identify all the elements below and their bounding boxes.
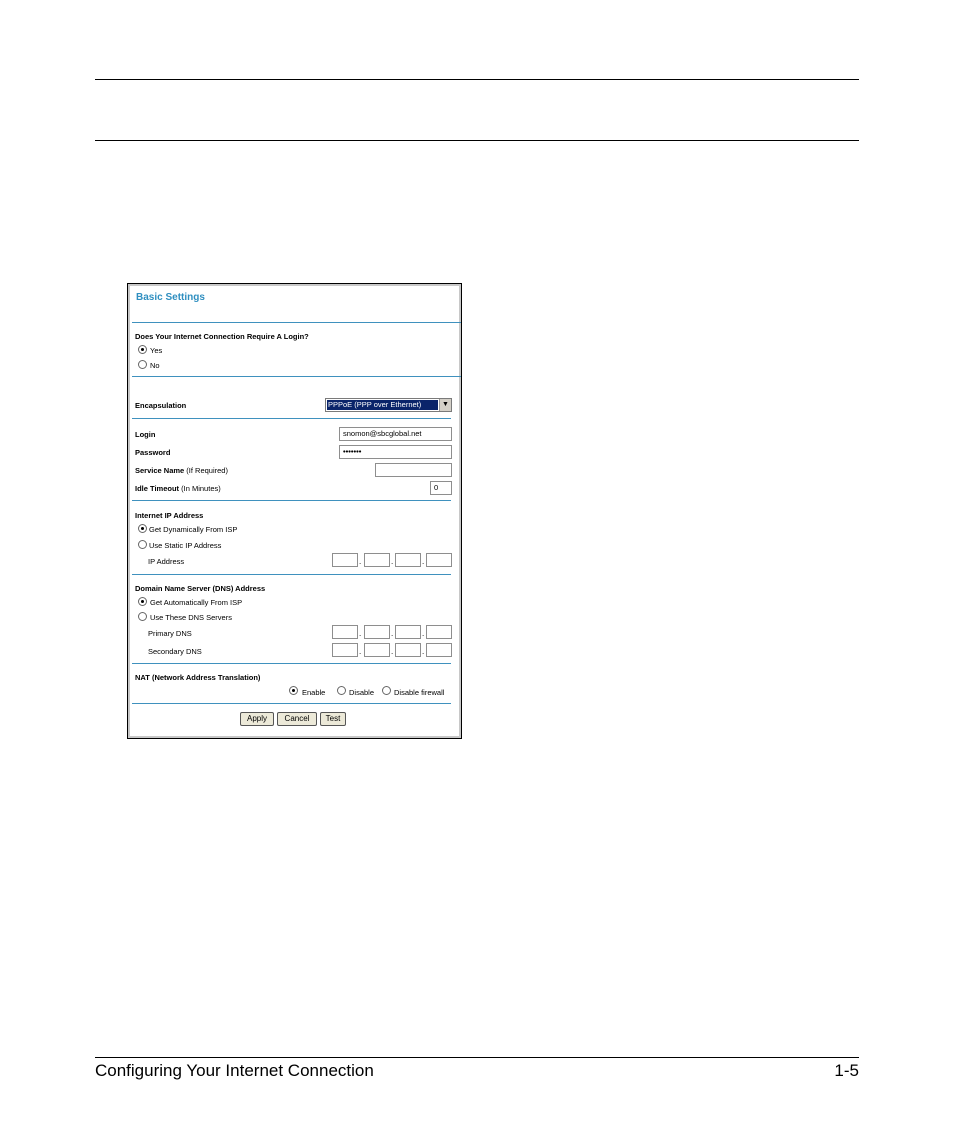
nat-disable-radio[interactable] bbox=[337, 686, 346, 695]
ip-octet-1[interactable] bbox=[332, 553, 358, 567]
primary-dns-octet-2[interactable] bbox=[364, 625, 390, 639]
test-button[interactable]: Test bbox=[320, 712, 346, 726]
primary-dns-octet-4[interactable] bbox=[426, 625, 452, 639]
service-name-label: Service Name bbox=[135, 466, 185, 475]
footer-chapter-title: Configuring Your Internet Connection bbox=[95, 1061, 374, 1080]
idle-timeout-label: Idle Timeout bbox=[135, 484, 180, 493]
ip-dot-3: . bbox=[422, 557, 425, 566]
footer-page-number: 1-5 bbox=[834, 1061, 859, 1080]
dns-manual-radio[interactable] bbox=[138, 612, 147, 621]
encapsulation-label: Encapsulation bbox=[135, 401, 187, 410]
ip-dot-2: . bbox=[391, 557, 394, 566]
ip-octet-4[interactable] bbox=[426, 553, 452, 567]
idle-timeout-input[interactable]: 0 bbox=[430, 481, 452, 495]
ip-static-label: Use Static IP Address bbox=[149, 541, 222, 550]
login-input[interactable]: snomon@sbcglobal.net bbox=[339, 427, 452, 441]
secondary-dns-octet-1[interactable] bbox=[332, 643, 358, 657]
secondary-dns-octet-3[interactable] bbox=[395, 643, 421, 657]
idle-timeout-hint: (In Minutes) bbox=[181, 484, 221, 493]
secondary-dns-dot-2: . bbox=[391, 647, 394, 656]
ip-dynamic-label: Get Dynamically From ISP bbox=[149, 525, 238, 534]
dns-auto-label: Get Automatically From ISP bbox=[150, 598, 243, 607]
ip-static-radio[interactable] bbox=[138, 540, 147, 549]
panel-title: Basic Settings bbox=[136, 292, 205, 303]
ip-octet-3[interactable] bbox=[395, 553, 421, 567]
apply-button[interactable]: Apply bbox=[240, 712, 274, 726]
login-no-label: No bbox=[150, 361, 160, 370]
divider-login-fields bbox=[132, 500, 451, 501]
nat-heading: NAT (Network Address Translation) bbox=[135, 673, 261, 682]
primary-dns-dot-1: . bbox=[359, 629, 362, 638]
encapsulation-value: PPPoE (PPP over Ethernet) bbox=[327, 400, 438, 410]
password-label: Password bbox=[135, 448, 171, 457]
footer-rule bbox=[95, 1057, 859, 1058]
dns-auto-radio[interactable] bbox=[138, 597, 147, 606]
chevron-down-icon[interactable]: ▼ bbox=[439, 399, 451, 411]
basic-settings-screenshot bbox=[127, 283, 462, 739]
password-input[interactable]: ••••••• bbox=[339, 445, 452, 459]
nat-disable-firewall-label: Disable firewall bbox=[394, 688, 445, 697]
primary-dns-dot-3: . bbox=[422, 629, 425, 638]
divider-dns bbox=[132, 663, 451, 664]
encapsulation-select[interactable] bbox=[325, 398, 452, 412]
divider-ip bbox=[132, 574, 451, 575]
ip-dot-1: . bbox=[359, 557, 362, 566]
login-label: Login bbox=[135, 430, 156, 439]
internet-ip-heading: Internet IP Address bbox=[135, 511, 204, 520]
login-yes-label: Yes bbox=[150, 346, 163, 355]
header-rule-top bbox=[95, 79, 859, 80]
primary-dns-label: Primary DNS bbox=[148, 629, 192, 638]
dns-manual-label: Use These DNS Servers bbox=[150, 613, 232, 622]
service-name-input[interactable] bbox=[375, 463, 452, 477]
login-question: Does Your Internet Connection Require A Login? bbox=[135, 332, 309, 341]
login-no-radio[interactable] bbox=[138, 360, 147, 369]
nat-enable-radio[interactable] bbox=[289, 686, 298, 695]
divider-encapsulation bbox=[132, 418, 451, 419]
service-name-hint: (If Required) bbox=[186, 466, 228, 475]
primary-dns-octet-1[interactable] bbox=[332, 625, 358, 639]
header-rule-bottom bbox=[95, 140, 859, 141]
primary-dns-octet-3[interactable] bbox=[395, 625, 421, 639]
divider-login bbox=[132, 376, 461, 377]
dns-heading: Domain Name Server (DNS) Address bbox=[135, 584, 266, 593]
nat-disable-label: Disable bbox=[349, 688, 375, 697]
nat-enable-label: Enable bbox=[302, 688, 326, 697]
secondary-dns-octet-2[interactable] bbox=[364, 643, 390, 657]
secondary-dns-dot-3: . bbox=[422, 647, 425, 656]
secondary-dns-label: Secondary DNS bbox=[148, 647, 202, 656]
login-yes-radio[interactable] bbox=[138, 345, 147, 354]
cancel-button[interactable]: Cancel bbox=[277, 712, 317, 726]
secondary-dns-dot-1: . bbox=[359, 647, 362, 656]
primary-dns-dot-2: . bbox=[391, 629, 394, 638]
secondary-dns-octet-4[interactable] bbox=[426, 643, 452, 657]
divider-nat bbox=[132, 703, 451, 704]
ip-address-label: IP Address bbox=[148, 557, 185, 566]
nat-disable-firewall-radio[interactable] bbox=[382, 686, 391, 695]
ip-octet-2[interactable] bbox=[364, 553, 390, 567]
ip-dynamic-radio[interactable] bbox=[138, 524, 147, 533]
divider-title bbox=[132, 322, 461, 323]
